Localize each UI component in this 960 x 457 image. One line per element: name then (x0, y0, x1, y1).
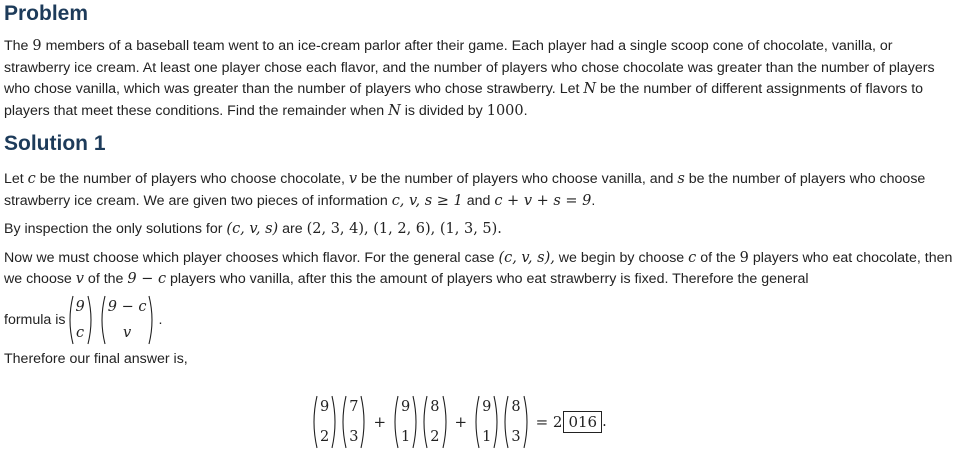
general-formula-line: formula is 9 c 9 − c v . (4, 291, 956, 349)
math-N: N (583, 81, 597, 97)
math-c: c (688, 249, 697, 266)
math-c: c (27, 171, 36, 187)
binomial-9mc-choose-v: 9 − c v (98, 295, 157, 345)
plus-sign: + (373, 413, 387, 431)
math-nine-minus-c: 9 − c (127, 271, 167, 287)
math-tuple: (c, v, s), (498, 249, 555, 266)
problem-text: The 9 members of a baseball team went to an ice-cream parlor after their game. Each player had a single scoop cone of chocolate, vanilla, or strawberry ice cream. At least one player chose each flavor, and the number of players who chose chocolate was greater than the number of players who chose vanilla, which was greater than the number of players who chose strawberry. Let N be the number of different assignments of flavors to players that meet these conditions. Find the remainder when N is divided by 1000. (4, 38, 935, 119)
binomial-8-choose-3: 8 3 (501, 395, 530, 449)
final-answer-formula (310, 394, 607, 450)
binomial-9-choose-1: 9 1 (391, 395, 420, 449)
solution-heading: Solution 1 (4, 132, 106, 155)
binomial-8-choose-2: 8 2 (420, 395, 449, 449)
math-sum: c + v + s = 9 (494, 192, 592, 209)
solution-paragraph-3: Now we must choose which player chooses which flavor. For the general case (c, v, s), we begin by choose c of the 9 players who eat chocolate, then we choose v of the 9 − c players who vanilla, after this the amount of players who eat strawberry is fixed. Therefore the general (4, 249, 953, 287)
binomial-9-choose-1: 9 1 (472, 395, 501, 449)
solution-paragraph-5: Therefore our final answer is, (4, 350, 188, 367)
plus-sign: + (454, 413, 468, 431)
binomial-9-choose-2: 9 2 (310, 395, 339, 449)
math-v: v (75, 271, 84, 287)
problem-heading: Problem (4, 2, 89, 25)
math-nine: 9 (32, 38, 42, 54)
math-v: v (348, 171, 358, 187)
binomial-7-choose-3: 7 3 (339, 395, 368, 449)
math-tuple: (c, v, s) (226, 221, 279, 237)
formula-label: formula is (4, 311, 66, 328)
math-1000: 1000 (486, 102, 524, 119)
solution-paragraph-2: By inspection the only solutions for (c, v, s) are (2, 3, 4), (1, 2, 6), (1, 3, 5). (4, 221, 502, 237)
solution-paragraph-1: Let c be the number of players who choose chocolate, v be the number of players who choose vanilla, and s be the number of players who choose strawberry ice cream. We are given two pieces of information c, v, s ≥ 1 and c + v + s = 9. (4, 171, 926, 209)
math-inequality: c, v, s ≥ 1 (391, 192, 463, 209)
boxed-answer: 016 (563, 411, 602, 433)
math-nine: 9 (739, 249, 749, 266)
math-N: N (388, 102, 401, 119)
equals-value: = 2 (535, 413, 563, 431)
binomial-9-choose-c: 9 c (66, 295, 95, 345)
final-period: . (602, 414, 607, 430)
math-s: s (677, 171, 685, 187)
math-solutions: (2, 3, 4), (1, 2, 6), (1, 3, 5). (306, 221, 502, 237)
